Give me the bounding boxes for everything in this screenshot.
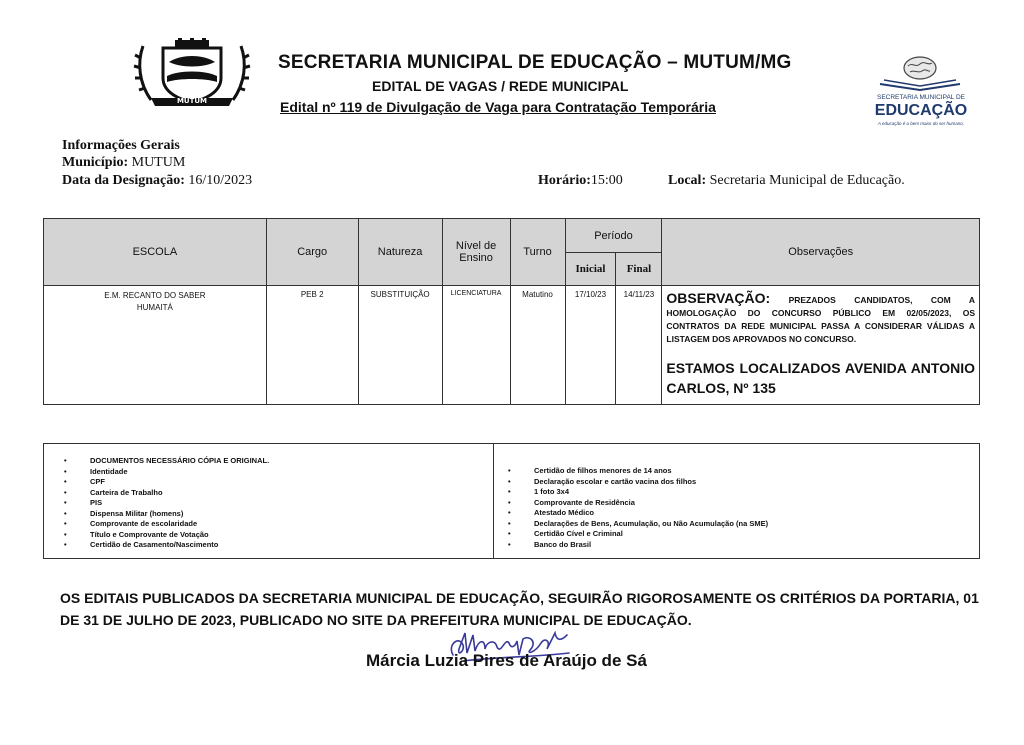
header-final: Final — [616, 253, 662, 286]
page-title: SECRETARIA MUNICIPAL DE EDUCAÇÃO – MUTUM/MG — [278, 52, 792, 73]
bullet-icon: • — [64, 540, 67, 549]
document-item — [508, 529, 768, 540]
cell-nivel: LICENCIATURA — [442, 286, 510, 405]
bullet-icon: • — [508, 508, 511, 517]
cell-final: 14/11/23 — [616, 286, 662, 405]
obs-text: PREZADOS CANDIDATOS, COM A HOMOLOGAÇÃO DO CONCURSO PÚBLICO EM 02/05/2023, OS CONTRATOS DA REDE MUNICIPAL PASSA A CONSIDERAR VÁLIDAS A LISTAGEM DOS APROVADOS NO CONCURSO. — [666, 295, 975, 344]
bullet-icon: • — [508, 518, 511, 528]
document-item — [64, 509, 269, 520]
header-observacoes: Observações — [662, 219, 980, 286]
bullet-icon: • — [64, 466, 67, 476]
cell-escola: E.M. RECANTO DO SABER HUMAITÁ — [44, 286, 267, 405]
document-item-label: 1 foto 3x4 — [534, 487, 570, 496]
document-item — [508, 508, 768, 519]
edital-number: Edital nº 119 de Divulgação de Vaga para Contratação Temporária — [280, 99, 716, 115]
document-item — [508, 498, 768, 509]
header-periodo: Período — [565, 219, 662, 253]
bullet-icon: • — [64, 477, 67, 486]
cell-turno: Matutino — [510, 286, 565, 405]
header-turno: Turno — [510, 219, 565, 286]
cell-cargo: PEB 2 — [266, 286, 358, 405]
cell-observacoes — [662, 286, 980, 405]
document-item — [64, 498, 269, 509]
bullet-icon: • — [508, 466, 511, 475]
document-item — [64, 467, 269, 478]
document-item — [508, 519, 768, 530]
document-item-label: DOCUMENTOS NECESSÁRIO CÓPIA E ORIGINAL. — [90, 456, 270, 465]
header-inicial: Inicial — [565, 253, 616, 286]
document-item-label: Comprovante de Residência — [534, 497, 635, 507]
document-item-label: PIS — [90, 498, 103, 507]
document-item-label: Dispensa Militar (homens) — [90, 508, 184, 518]
bullet-icon: • — [508, 497, 511, 507]
logo-tagline: A educação é o bem maior do ser humano. — [877, 121, 965, 126]
document-item — [64, 519, 269, 530]
info-local: Local: Secretaria Municipal de Educação. — [668, 173, 905, 188]
document-item-label: Identidade — [90, 466, 128, 476]
table-row — [44, 286, 980, 405]
logo-line1: SECRETARIA MUNICIPAL DE — [876, 94, 965, 101]
document-item-label: Certidão de Casamento/Nascimento — [90, 540, 219, 549]
bullet-icon: • — [508, 476, 511, 486]
document-item-label: CPF — [90, 477, 105, 486]
document-item-label: Declaração escolar e cartão vacina dos filhos — [534, 476, 697, 486]
document-item — [508, 477, 768, 488]
document-item-label: Banco do Brasil — [534, 539, 592, 549]
signatory-name: Márcia Luzia Pires de Araújo de Sá — [366, 651, 647, 670]
info-municipio: Município: MUTUM — [62, 155, 186, 170]
obs-location: ESTAMOS LOCALIZADOS AVENIDA ANTONIO CARLOS, Nº 135 — [666, 360, 975, 396]
documents-box — [43, 443, 980, 559]
bullet-icon: • — [508, 539, 511, 549]
document-item — [64, 477, 269, 488]
documents-divider — [493, 444, 494, 558]
bullet-icon: • — [64, 487, 67, 497]
footer-notice: OS EDITAIS PUBLICADOS DA SECRETARIA MUNICIPAL DE EDUCAÇÃO, SEGUIRÃO RIGOROSAMENTE OS CRITÉRIOS DA PORTARIA, 01 DE 31 DE JULHO DE 2023, PUBLICADO NO SITE DA PREFEITURA MUNICIPAL DE EDUCAÇÃO. — [60, 590, 979, 628]
document-item-label: Declarações de Bens, Acumulação, ou Não Acumulação (na SME) — [534, 518, 769, 528]
document-item — [64, 530, 269, 541]
document-item-label: Certidão Cível e Criminal — [534, 529, 623, 538]
bullet-icon: • — [64, 519, 67, 528]
book-brain-icon — [862, 52, 980, 94]
cell-natureza: SUBSTITUIÇÃO — [358, 286, 442, 405]
header-escola: ESCOLA — [44, 219, 267, 286]
bullet-icon: • — [64, 508, 67, 518]
header-natureza: Natureza — [358, 219, 442, 286]
info-data-designacao: Data da Designação: 16/10/2023 — [62, 173, 253, 188]
header-nivel: Nível de Ensino — [442, 219, 510, 286]
secretaria-educacao-logo — [862, 52, 980, 128]
cell-inicial: 17/10/23 — [565, 286, 616, 405]
info-horario: Horário:15:00 — [538, 173, 623, 188]
vacancies-table — [43, 218, 980, 405]
document-item-label: Atestado Médico — [534, 508, 595, 517]
bullet-icon: • — [508, 529, 511, 538]
document-item-label: Comprovante de escolaridade — [90, 519, 198, 528]
info-heading: Informações Gerais — [62, 138, 180, 153]
document-item — [64, 488, 269, 499]
crest-ribbon-text: MUTUM — [176, 97, 208, 105]
bullet-icon: • — [64, 529, 67, 539]
document-item — [508, 487, 768, 498]
document-item — [508, 540, 768, 551]
document-item — [64, 540, 269, 551]
page-subtitle: EDITAL DE VAGAS / REDE MUNICIPAL — [372, 78, 629, 94]
logo-line2: EDUCAÇÃO — [874, 102, 968, 119]
document-item-label: Carteira de Trabalho — [90, 487, 163, 497]
document-item-label: Certidão de filhos menores de 14 anos — [534, 466, 672, 475]
document-item — [64, 456, 269, 467]
document-item-label: Título e Comprovante de Votação — [90, 529, 209, 539]
bullet-icon: • — [64, 456, 67, 465]
documents-list-right — [508, 466, 768, 550]
bullet-icon: • — [64, 498, 67, 507]
bullet-icon: • — [508, 487, 511, 496]
obs-title: OBSERVAÇÃO: — [666, 290, 771, 306]
document-item — [508, 466, 768, 477]
mutum-crest-logo — [133, 38, 251, 110]
header-cargo: Cargo — [266, 219, 358, 286]
documents-list-left — [64, 456, 269, 551]
